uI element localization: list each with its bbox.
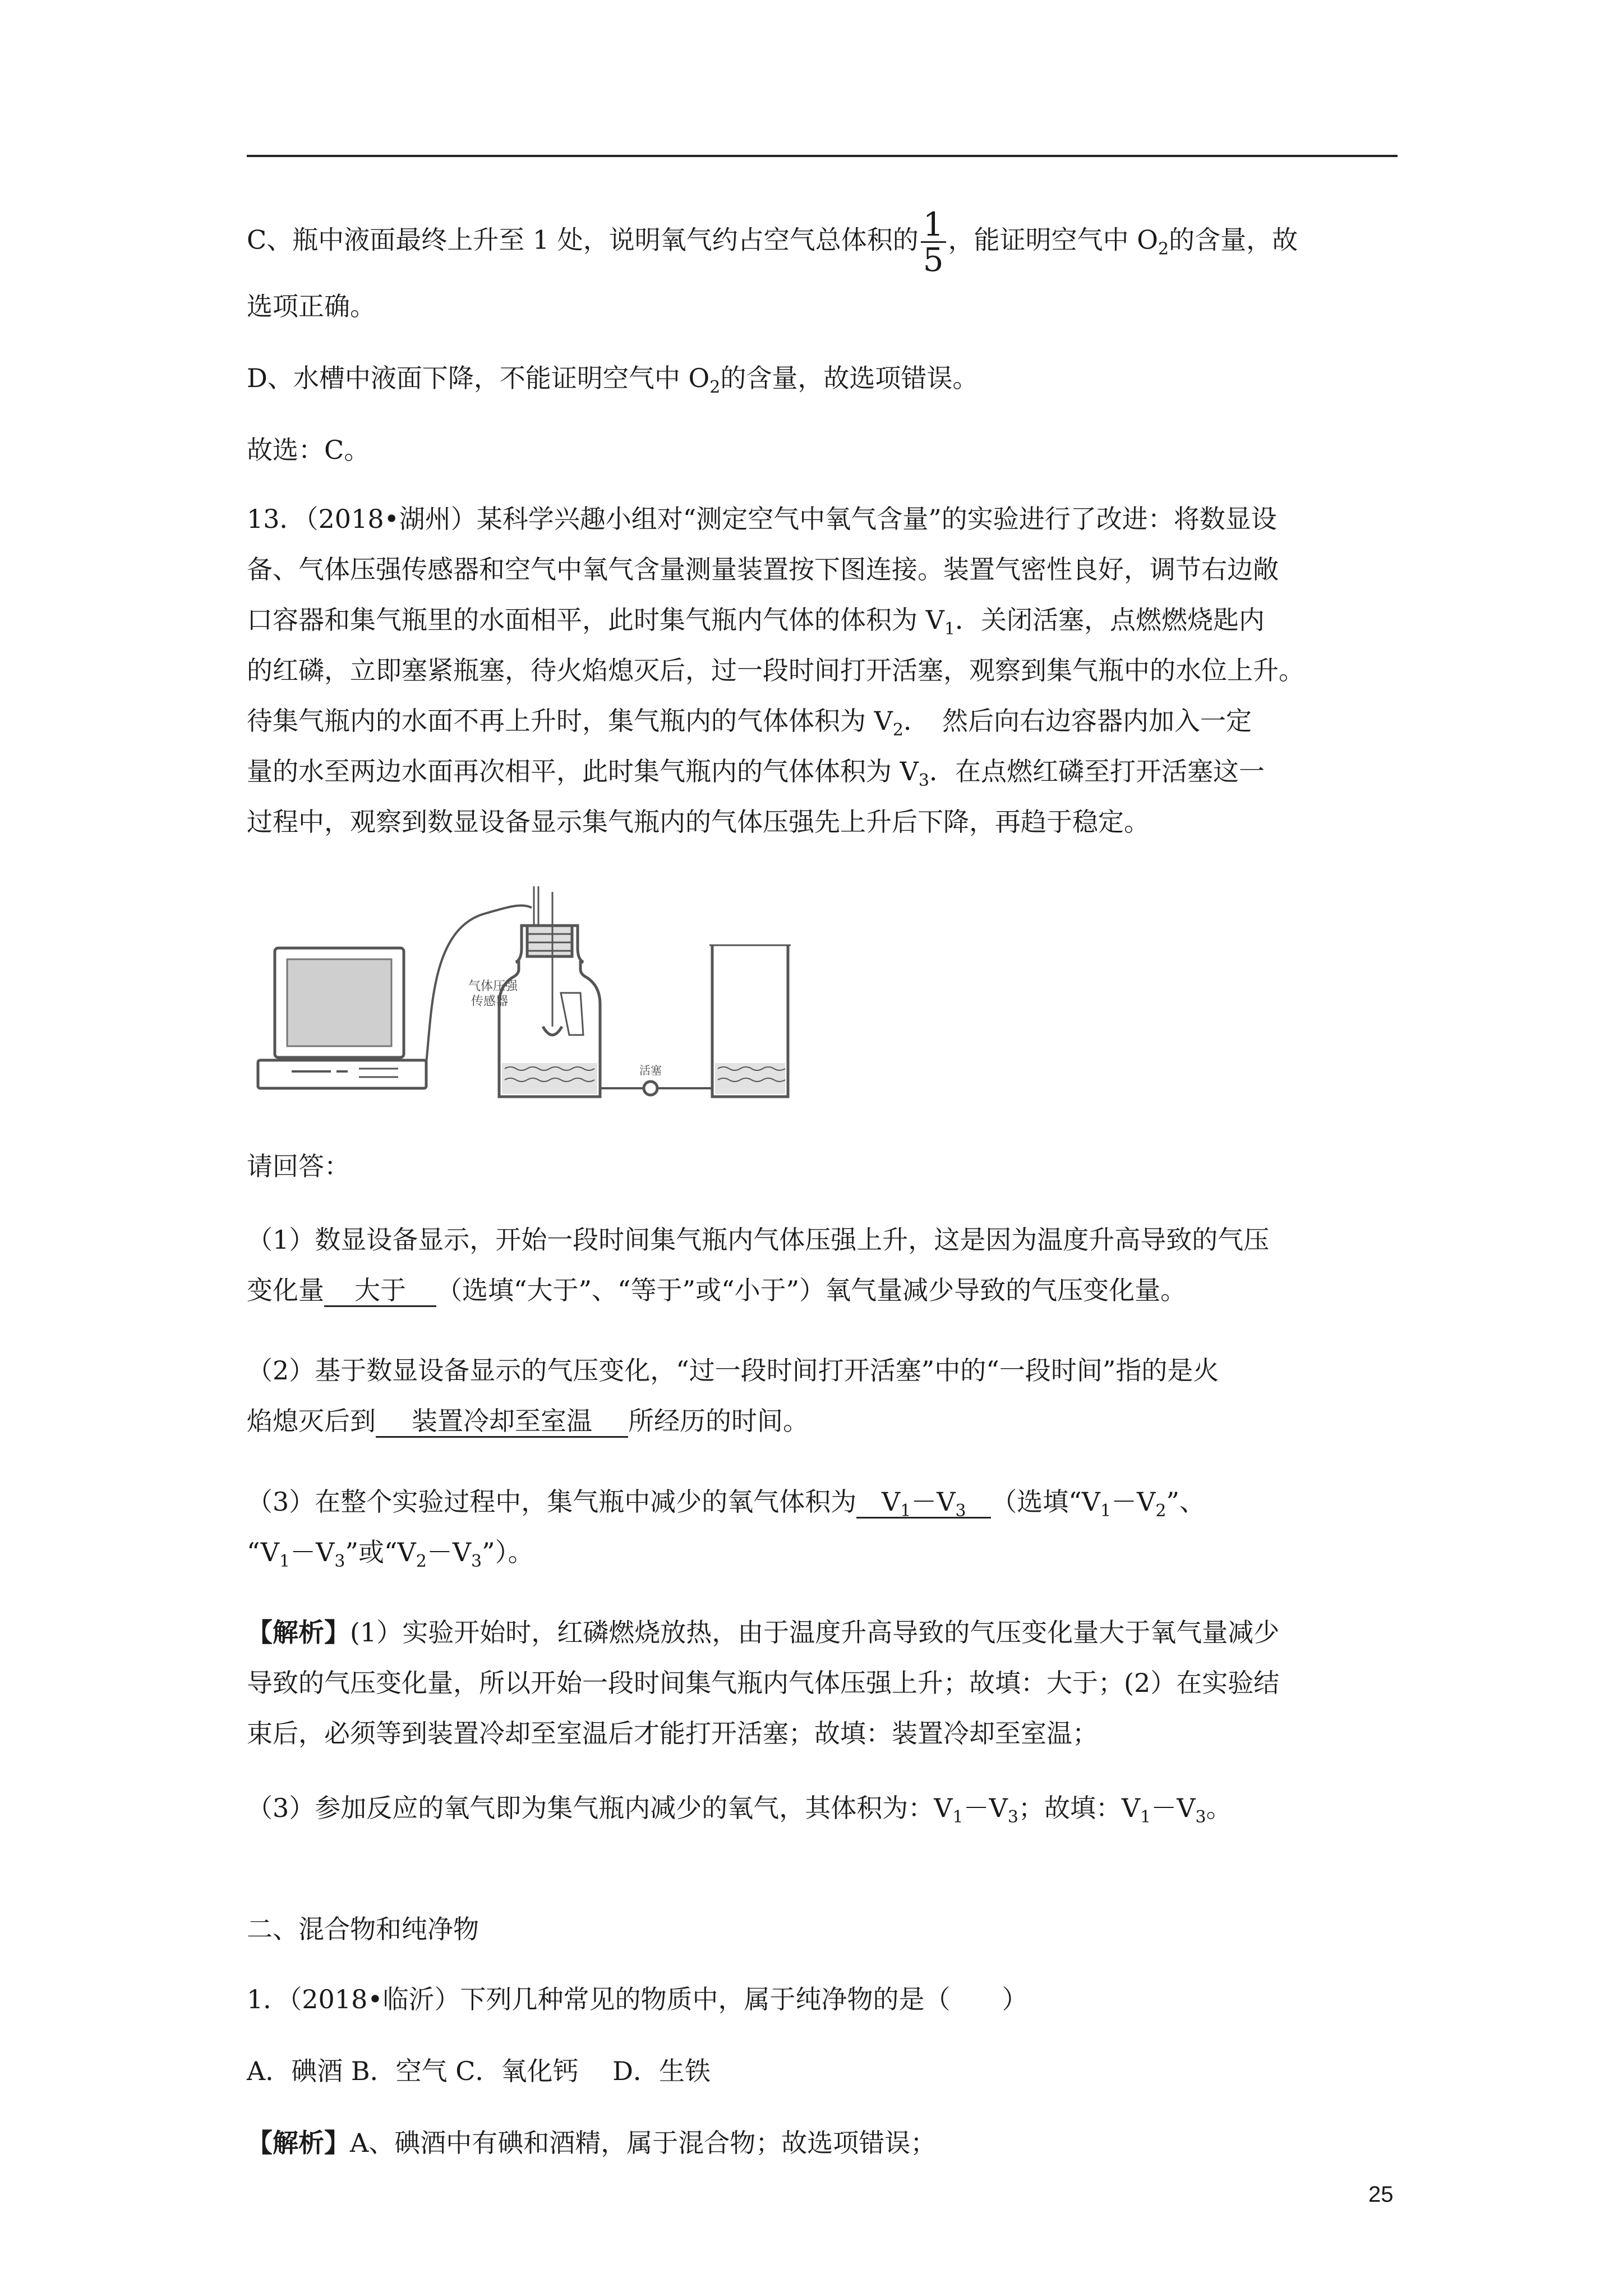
option-c-conclusion: 选项正确。 [247, 291, 376, 321]
answer-blank: 大于 [324, 1275, 436, 1307]
analysis-line: 【解析】(1）实验开始时，红磷燃烧放热，由于温度升高导致的气压变化量大于氧气量减少 [247, 1617, 1280, 1648]
answer-blank: 装置冷却至室温 [376, 1406, 628, 1438]
analysis-line: （3）参加反应的氧气即为集气瓶内减少的氧气，其体积为：$V_1-V_3$；故填：$V_1-V_3$。 [247, 1793, 1232, 1827]
question-1-analysis: 【解析】A、碘酒中有碘和酒精，属于混合物；故选项错误； [247, 2128, 937, 2158]
section-heading: 二、混合物和纯净物 [247, 1914, 479, 1944]
sensor-label: 气体压强 [468, 979, 518, 993]
subquestion-1-line: （1）数显设备显示，开始一段时间集气瓶内气体压强上升，这是因为温度升高导致的气压 [247, 1225, 1270, 1255]
analysis-line: 束后，必须等到装置冷却至室温后才能打开活塞；故填：装置冷却至室温； [247, 1718, 1098, 1749]
q13-line: 13．（2018•湖州）某科学兴趣小组对“测定空气中氧气含量”的实验进行了改进：将数显设 [247, 504, 1277, 534]
valve [644, 1082, 657, 1095]
experiment-apparatus-figure [247, 841, 796, 1111]
question-1-stem: 1．（2018•临沂）下列几种常见的物质中，属于纯净物的是（ ） [247, 1984, 1028, 2014]
question-1-options: A．碘酒 B．空气 C．氧化钙 D．生铁 [247, 2056, 711, 2086]
stopper [527, 926, 572, 956]
page-number: 25 [1368, 2182, 1394, 2207]
sensor-label: 传感器 [471, 995, 509, 1009]
analysis-line: 导致的气压变化量，所以开始一段时间集气瓶内气体压强上升；故填：大于；(2）在实验结 [247, 1668, 1280, 1698]
subquestion-3-line: “$V_1-V_3$”或“$V_2-V_3$”）。 [247, 1537, 534, 1571]
subquestion-2-line: （2）基于数显设备显示的气压变化，“过一段时间打开活塞”中的“一段时间”指的是火 [247, 1355, 1219, 1386]
subquestion-3-line: （3）在整个实验过程中，集气瓶中减少的氧气体积为 $V_1-V_3$ （选填“$V_1-V_2$”、 [247, 1487, 1205, 1521]
fraction-one-fifth: $\frac{1}{5}$ [921, 208, 946, 277]
please-answer: 请回答： [247, 1151, 350, 1181]
q13-line: 过程中，观察到数显设备显示集气瓶内的气体压强先上升后下降，再趋于稳定。 [247, 807, 1150, 837]
q13-line: 的红磷，立即塞紧瓶塞，待火焰熄灭后，过一段时间打开活塞，观察到集气瓶中的水位上升。 [247, 655, 1304, 685]
answer-blank: $V_1-V_3$ [856, 1487, 991, 1519]
q13-line: 备、气体压强传感器和空气中氧气含量测量装置按下图连接。装置气密性良好，调节右边敞 [247, 554, 1279, 585]
answer-line: 故选：C。 [247, 435, 370, 465]
q13-line: 口容器和集气瓶里的水面相平，此时集气瓶内气体的体积为 $V_1$．关闭活塞，点燃燃烧匙内 [247, 605, 1265, 639]
subquestion-1-line: 变化量 大于 （选填“大于”、“等于”或“小于”）氧气量减少导致的气压变化量。 [247, 1265, 1402, 1315]
q13-line: 量的水至两边水面再次相平，此时集气瓶内的气体体积为 $V_3$．在点燃红磷至打开活塞这一 [247, 756, 1265, 790]
header-rule [247, 155, 1398, 157]
subquestion-2-line: 焰熄灭后到 装置冷却至室温 所经历的时间。 [247, 1396, 1402, 1446]
option-c-text: C、瓶中液面最终上升至 1 处，说明氧气约占空气总体积的 $\frac{1}{5}$ ，能证明空气中 $O_2$的含量，故 [247, 205, 1298, 279]
option-d-text: D、水槽中液面下降，不能证明空气中 $O_2$的含量，故选项错误。 [247, 363, 979, 397]
valve-label: 活塞 [639, 1064, 662, 1077]
combustion-spoon [543, 1027, 562, 1035]
keyboard-base [258, 1060, 426, 1088]
q13-line: 待集气瓶内的水面不再上升时，集气瓶内的气体体积为 $V_2$． 然后向右边容器内加入一定 [247, 706, 1252, 740]
